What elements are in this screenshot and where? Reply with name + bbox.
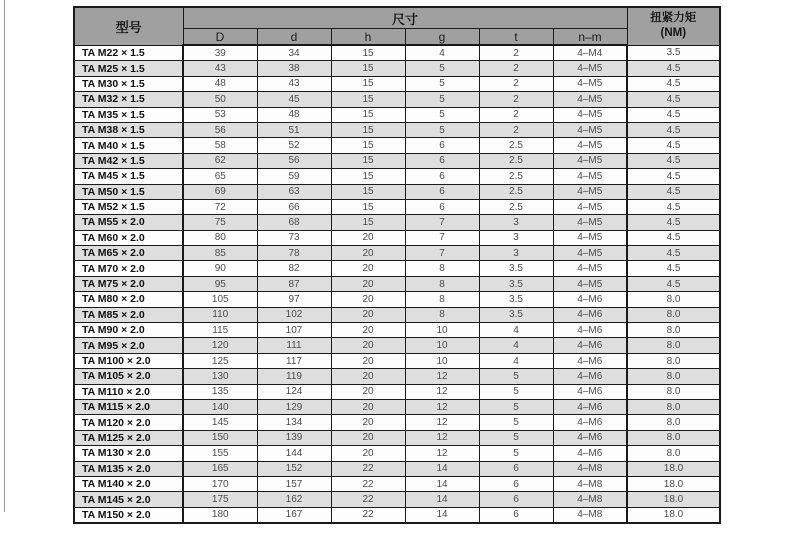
- torque-cell: 4.5: [627, 246, 720, 261]
- torque-cell: 8.0: [627, 430, 720, 445]
- dim-g-cell: 12: [405, 369, 479, 384]
- dim-D-cell: 110: [183, 307, 257, 322]
- dim-d-cell: 134: [257, 415, 331, 430]
- dim-n-m-cell: 4–M6: [553, 353, 627, 368]
- dim-D-cell: 175: [183, 492, 257, 507]
- dim-d-cell: 97: [257, 292, 331, 307]
- dim-n-m-cell: 4–M5: [553, 153, 627, 168]
- col-header-D: D: [183, 29, 257, 46]
- dim-g-cell: 6: [405, 199, 479, 214]
- dim-d-cell: 129: [257, 399, 331, 414]
- table-row: [74, 399, 720, 414]
- model-cell: TA M65 × 2.0: [74, 246, 183, 261]
- dim-t-cell: 4: [479, 338, 553, 353]
- torque-cell: 8.0: [627, 399, 720, 414]
- model-cell: TA M22 × 1.5: [74, 45, 183, 61]
- dim-D-cell: 72: [183, 199, 257, 214]
- dim-t-cell: 3.5: [479, 307, 553, 322]
- dim-h-cell: 20: [331, 399, 405, 414]
- dim-D-cell: 135: [183, 384, 257, 399]
- torque-cell: 3.5: [627, 45, 720, 61]
- dim-d-cell: 107: [257, 323, 331, 338]
- table-body: [74, 45, 720, 523]
- dim-d-cell: 66: [257, 199, 331, 214]
- dim-h-cell: 22: [331, 461, 405, 476]
- dim-n-m-cell: 4–M5: [553, 76, 627, 91]
- dim-n-m-cell: 4–M6: [553, 338, 627, 353]
- dim-d-cell: 139: [257, 430, 331, 445]
- model-cell: TA M42 × 1.5: [74, 153, 183, 168]
- dim-g-cell: 14: [405, 461, 479, 476]
- dim-t-cell: 6: [479, 461, 553, 476]
- dim-g-cell: 7: [405, 230, 479, 245]
- dim-d-cell: 59: [257, 169, 331, 184]
- dim-g-cell: 8: [405, 292, 479, 307]
- table-row: [74, 215, 720, 230]
- dim-t-cell: 2.5: [479, 138, 553, 153]
- dim-g-cell: 5: [405, 92, 479, 107]
- dim-d-cell: 48: [257, 107, 331, 122]
- dim-g-cell: 8: [405, 307, 479, 322]
- dim-h-cell: 15: [331, 61, 405, 76]
- dim-D-cell: 69: [183, 184, 257, 199]
- dim-t-cell: 5: [479, 415, 553, 430]
- dim-D-cell: 170: [183, 476, 257, 491]
- model-cell: TA M105 × 2.0: [74, 369, 183, 384]
- dim-h-cell: 20: [331, 338, 405, 353]
- dim-t-cell: 5: [479, 446, 553, 461]
- dim-t-cell: 5: [479, 384, 553, 399]
- col-header-torque: [627, 7, 720, 45]
- dim-t-cell: 2.5: [479, 184, 553, 199]
- dim-t-cell: 3: [479, 215, 553, 230]
- dim-n-m-cell: 4–M6: [553, 292, 627, 307]
- dim-g-cell: 5: [405, 122, 479, 137]
- dim-n-m-cell: 4–M6: [553, 446, 627, 461]
- dim-h-cell: 15: [331, 122, 405, 137]
- dim-d-cell: 56: [257, 153, 331, 168]
- dim-t-cell: 2.5: [479, 199, 553, 214]
- dim-h-cell: 20: [331, 292, 405, 307]
- dim-g-cell: 10: [405, 353, 479, 368]
- dim-t-cell: 2: [479, 45, 553, 61]
- table-row: [74, 153, 720, 168]
- dim-g-cell: 8: [405, 276, 479, 291]
- dim-g-cell: 10: [405, 338, 479, 353]
- dim-g-cell: 5: [405, 107, 479, 122]
- dim-t-cell: 3.5: [479, 261, 553, 276]
- model-cell: TA M70 × 2.0: [74, 261, 183, 276]
- dim-h-cell: 20: [331, 446, 405, 461]
- torque-cell: 4.5: [627, 61, 720, 76]
- dim-D-cell: 80: [183, 230, 257, 245]
- torque-cell: 4.5: [627, 107, 720, 122]
- model-cell: TA M130 × 2.0: [74, 446, 183, 461]
- dim-h-cell: 15: [331, 184, 405, 199]
- dim-t-cell: 4: [479, 323, 553, 338]
- dim-g-cell: 10: [405, 323, 479, 338]
- torque-cell: 8.0: [627, 353, 720, 368]
- dim-g-cell: 6: [405, 138, 479, 153]
- model-cell: TA M145 × 2.0: [74, 492, 183, 507]
- table-row: [74, 61, 720, 76]
- dim-h-cell: 15: [331, 76, 405, 91]
- dim-n-m-cell: 4–M6: [553, 307, 627, 322]
- torque-cell: 4.5: [627, 76, 720, 91]
- dim-n-m-cell: 4–M8: [553, 461, 627, 476]
- dim-d-cell: 111: [257, 338, 331, 353]
- model-cell: TA M30 × 1.5: [74, 76, 183, 91]
- dim-t-cell: 2: [479, 122, 553, 137]
- dim-d-cell: 38: [257, 61, 331, 76]
- dim-D-cell: 53: [183, 107, 257, 122]
- dim-h-cell: 20: [331, 230, 405, 245]
- dim-d-cell: 162: [257, 492, 331, 507]
- dim-D-cell: 155: [183, 446, 257, 461]
- torque-cell: 8.0: [627, 338, 720, 353]
- dim-t-cell: 2: [479, 92, 553, 107]
- dim-g-cell: 5: [405, 76, 479, 91]
- dim-g-cell: 12: [405, 415, 479, 430]
- dim-D-cell: 85: [183, 246, 257, 261]
- model-cell: TA M25 × 1.5: [74, 61, 183, 76]
- dim-n-m-cell: 4–M5: [553, 92, 627, 107]
- dim-D-cell: 56: [183, 122, 257, 137]
- dim-g-cell: 7: [405, 246, 479, 261]
- table-row: [74, 461, 720, 476]
- dim-g-cell: 6: [405, 169, 479, 184]
- table-row: [74, 415, 720, 430]
- dim-t-cell: 5: [479, 399, 553, 414]
- dim-D-cell: 130: [183, 369, 257, 384]
- table-row: [74, 169, 720, 184]
- torque-cell: 4.5: [627, 199, 720, 214]
- dim-t-cell: 2: [479, 76, 553, 91]
- dim-h-cell: 15: [331, 215, 405, 230]
- dim-n-m-cell: 4–M6: [553, 369, 627, 384]
- dim-d-cell: 78: [257, 246, 331, 261]
- table-row: [74, 122, 720, 137]
- table-row: [74, 446, 720, 461]
- dim-D-cell: 65: [183, 169, 257, 184]
- dim-g-cell: 7: [405, 215, 479, 230]
- dim-n-m-cell: 4–M5: [553, 122, 627, 137]
- model-cell: TA M32 × 1.5: [74, 92, 183, 107]
- model-cell: TA M120 × 2.0: [74, 415, 183, 430]
- dim-D-cell: 43: [183, 61, 257, 76]
- dim-h-cell: 20: [331, 323, 405, 338]
- dim-d-cell: 45: [257, 92, 331, 107]
- table-row: [74, 246, 720, 261]
- dim-g-cell: 12: [405, 399, 479, 414]
- dim-D-cell: 58: [183, 138, 257, 153]
- table-row: [74, 107, 720, 122]
- model-cell: TA M50 × 1.5: [74, 184, 183, 199]
- dim-d-cell: 82: [257, 261, 331, 276]
- dim-d-cell: 43: [257, 76, 331, 91]
- model-cell: TA M35 × 1.5: [74, 107, 183, 122]
- model-cell: TA M150 × 2.0: [74, 507, 183, 523]
- dim-t-cell: 4: [479, 353, 553, 368]
- dim-h-cell: 15: [331, 138, 405, 153]
- dim-t-cell: 2: [479, 61, 553, 76]
- dim-h-cell: 20: [331, 353, 405, 368]
- model-cell: TA M135 × 2.0: [74, 461, 183, 476]
- model-cell: TA M40 × 1.5: [74, 138, 183, 153]
- col-header-size: 尺寸: [183, 7, 627, 29]
- dim-g-cell: 14: [405, 492, 479, 507]
- torque-cell: 8.0: [627, 384, 720, 399]
- dim-n-m-cell: 4–M6: [553, 399, 627, 414]
- dim-t-cell: 3.5: [479, 276, 553, 291]
- dim-h-cell: 15: [331, 199, 405, 214]
- dim-d-cell: 87: [257, 276, 331, 291]
- torque-cell: 4.5: [627, 261, 720, 276]
- model-cell: TA M75 × 2.0: [74, 276, 183, 291]
- dim-n-m-cell: 4–M5: [553, 61, 627, 76]
- table-row: [74, 507, 720, 523]
- dim-D-cell: 120: [183, 338, 257, 353]
- torque-cell: 18.0: [627, 492, 720, 507]
- table-row: [74, 369, 720, 384]
- model-cell: TA M90 × 2.0: [74, 323, 183, 338]
- col-header-d: d: [257, 29, 331, 46]
- torque-cell: 8.0: [627, 323, 720, 338]
- dim-n-m-cell: 4–M8: [553, 507, 627, 523]
- dim-h-cell: 15: [331, 45, 405, 61]
- dim-g-cell: 14: [405, 507, 479, 523]
- dim-d-cell: 117: [257, 353, 331, 368]
- torque-header-line1: 扭紧力矩: [650, 11, 697, 24]
- model-cell: TA M55 × 2.0: [74, 215, 183, 230]
- torque-cell: 18.0: [627, 461, 720, 476]
- dim-D-cell: 75: [183, 215, 257, 230]
- dim-g-cell: 6: [405, 184, 479, 199]
- dim-d-cell: 157: [257, 476, 331, 491]
- dim-n-m-cell: 4–M6: [553, 384, 627, 399]
- dim-n-m-cell: 4–M6: [553, 415, 627, 430]
- dim-h-cell: 22: [331, 492, 405, 507]
- model-cell: TA M110 × 2.0: [74, 384, 183, 399]
- table-row: [74, 430, 720, 445]
- torque-cell: 4.5: [627, 138, 720, 153]
- model-cell: TA M38 × 1.5: [74, 122, 183, 137]
- dim-D-cell: 50: [183, 92, 257, 107]
- torque-cell: 4.5: [627, 276, 720, 291]
- dim-h-cell: 20: [331, 369, 405, 384]
- col-header-g: g: [405, 29, 479, 46]
- torque-cell: 4.5: [627, 184, 720, 199]
- model-cell: TA M115 × 2.0: [74, 399, 183, 414]
- table-row: [74, 353, 720, 368]
- dim-d-cell: 73: [257, 230, 331, 245]
- col-header-n-m: n–m: [553, 29, 627, 46]
- dim-d-cell: 119: [257, 369, 331, 384]
- torque-cell: 8.0: [627, 307, 720, 322]
- dim-t-cell: 5: [479, 369, 553, 384]
- dim-t-cell: 2.5: [479, 153, 553, 168]
- table-row: [74, 323, 720, 338]
- dim-n-m-cell: 4–M4: [553, 45, 627, 61]
- dim-g-cell: 5: [405, 61, 479, 76]
- dim-h-cell: 20: [331, 307, 405, 322]
- dim-h-cell: 15: [331, 92, 405, 107]
- dim-n-m-cell: 4–M5: [553, 184, 627, 199]
- dim-n-m-cell: 4–M8: [553, 492, 627, 507]
- dim-n-m-cell: 4–M6: [553, 323, 627, 338]
- dim-d-cell: 34: [257, 45, 331, 61]
- dim-n-m-cell: 4–M6: [553, 430, 627, 445]
- table-row: [74, 230, 720, 245]
- dim-h-cell: 22: [331, 507, 405, 523]
- torque-cell: 8.0: [627, 446, 720, 461]
- dim-D-cell: 48: [183, 76, 257, 91]
- dim-t-cell: 2: [479, 107, 553, 122]
- dim-g-cell: 6: [405, 153, 479, 168]
- dim-d-cell: 51: [257, 122, 331, 137]
- dim-d-cell: 63: [257, 184, 331, 199]
- dim-d-cell: 52: [257, 138, 331, 153]
- table-row: [74, 92, 720, 107]
- dim-h-cell: 20: [331, 261, 405, 276]
- dim-n-m-cell: 4–M8: [553, 476, 627, 491]
- dim-g-cell: 8: [405, 261, 479, 276]
- table-row: [74, 199, 720, 214]
- table-row: [74, 276, 720, 291]
- model-cell: TA M100 × 2.0: [74, 353, 183, 368]
- header-row-top: [74, 7, 720, 29]
- torque-header-line2: (NM): [660, 27, 687, 40]
- col-header-t: t: [479, 29, 553, 46]
- dim-D-cell: 180: [183, 507, 257, 523]
- dim-D-cell: 115: [183, 323, 257, 338]
- dim-g-cell: 12: [405, 384, 479, 399]
- model-cell: TA M60 × 2.0: [74, 230, 183, 245]
- torque-cell: 4.5: [627, 169, 720, 184]
- dim-g-cell: 4: [405, 45, 479, 61]
- torque-cell: 8.0: [627, 415, 720, 430]
- model-cell: TA M52 × 1.5: [74, 199, 183, 214]
- model-cell: TA M95 × 2.0: [74, 338, 183, 353]
- torque-cell: 8.0: [627, 369, 720, 384]
- dim-d-cell: 152: [257, 461, 331, 476]
- torque-cell: 18.0: [627, 476, 720, 491]
- table-row: [74, 338, 720, 353]
- dim-t-cell: 3: [479, 246, 553, 261]
- model-cell: TA M45 × 1.5: [74, 169, 183, 184]
- table-row: [74, 476, 720, 491]
- dim-n-m-cell: 4–M5: [553, 230, 627, 245]
- dim-t-cell: 6: [479, 476, 553, 491]
- dim-g-cell: 12: [405, 446, 479, 461]
- page-edge-line: [4, 0, 5, 512]
- dim-D-cell: 125: [183, 353, 257, 368]
- dim-d-cell: 102: [257, 307, 331, 322]
- dim-g-cell: 12: [405, 430, 479, 445]
- table-header: [74, 7, 720, 45]
- dim-D-cell: 39: [183, 45, 257, 61]
- col-header-model: 型号: [74, 7, 183, 45]
- dim-n-m-cell: 4–M5: [553, 169, 627, 184]
- dim-t-cell: 6: [479, 492, 553, 507]
- torque-cell: 4.5: [627, 122, 720, 137]
- dim-D-cell: 165: [183, 461, 257, 476]
- dim-n-m-cell: 4–M5: [553, 138, 627, 153]
- dim-D-cell: 150: [183, 430, 257, 445]
- dim-D-cell: 105: [183, 292, 257, 307]
- dim-d-cell: 167: [257, 507, 331, 523]
- model-cell: TA M140 × 2.0: [74, 476, 183, 491]
- torque-cell: 4.5: [627, 230, 720, 245]
- torque-cell: 4.5: [627, 153, 720, 168]
- spec-table: [73, 6, 721, 524]
- dim-h-cell: 20: [331, 384, 405, 399]
- dim-D-cell: 140: [183, 399, 257, 414]
- torque-cell: 4.5: [627, 215, 720, 230]
- dim-t-cell: 2.5: [479, 169, 553, 184]
- dim-h-cell: 22: [331, 476, 405, 491]
- model-cell: TA M80 × 2.0: [74, 292, 183, 307]
- dim-t-cell: 3.5: [479, 292, 553, 307]
- dim-g-cell: 14: [405, 476, 479, 491]
- table-row: [74, 261, 720, 276]
- table-row: [74, 138, 720, 153]
- dim-n-m-cell: 4–M5: [553, 107, 627, 122]
- dim-d-cell: 68: [257, 215, 331, 230]
- dim-d-cell: 144: [257, 446, 331, 461]
- dim-h-cell: 20: [331, 430, 405, 445]
- col-header-h: h: [331, 29, 405, 46]
- dim-h-cell: 15: [331, 153, 405, 168]
- table-row: [74, 45, 720, 61]
- table-row: [74, 492, 720, 507]
- torque-cell: 8.0: [627, 292, 720, 307]
- dim-n-m-cell: 4–M5: [553, 246, 627, 261]
- dim-t-cell: 3: [479, 230, 553, 245]
- table-row: [74, 76, 720, 91]
- dim-h-cell: 15: [331, 169, 405, 184]
- dim-h-cell: 20: [331, 276, 405, 291]
- dim-h-cell: 20: [331, 246, 405, 261]
- dim-t-cell: 6: [479, 507, 553, 523]
- dim-d-cell: 124: [257, 384, 331, 399]
- dim-t-cell: 5: [479, 430, 553, 445]
- torque-cell: 4.5: [627, 92, 720, 107]
- model-cell: TA M125 × 2.0: [74, 430, 183, 445]
- dim-D-cell: 90: [183, 261, 257, 276]
- dim-n-m-cell: 4–M5: [553, 215, 627, 230]
- table-row: [74, 184, 720, 199]
- model-cell: TA M85 × 2.0: [74, 307, 183, 322]
- dim-n-m-cell: 4–M5: [553, 261, 627, 276]
- table-row: [74, 307, 720, 322]
- table-row: [74, 384, 720, 399]
- table-row: [74, 292, 720, 307]
- dim-h-cell: 15: [331, 107, 405, 122]
- torque-cell: 18.0: [627, 507, 720, 523]
- dim-h-cell: 20: [331, 415, 405, 430]
- dim-D-cell: 62: [183, 153, 257, 168]
- dim-n-m-cell: 4–M5: [553, 199, 627, 214]
- dim-D-cell: 145: [183, 415, 257, 430]
- dim-D-cell: 95: [183, 276, 257, 291]
- dim-n-m-cell: 4–M5: [553, 276, 627, 291]
